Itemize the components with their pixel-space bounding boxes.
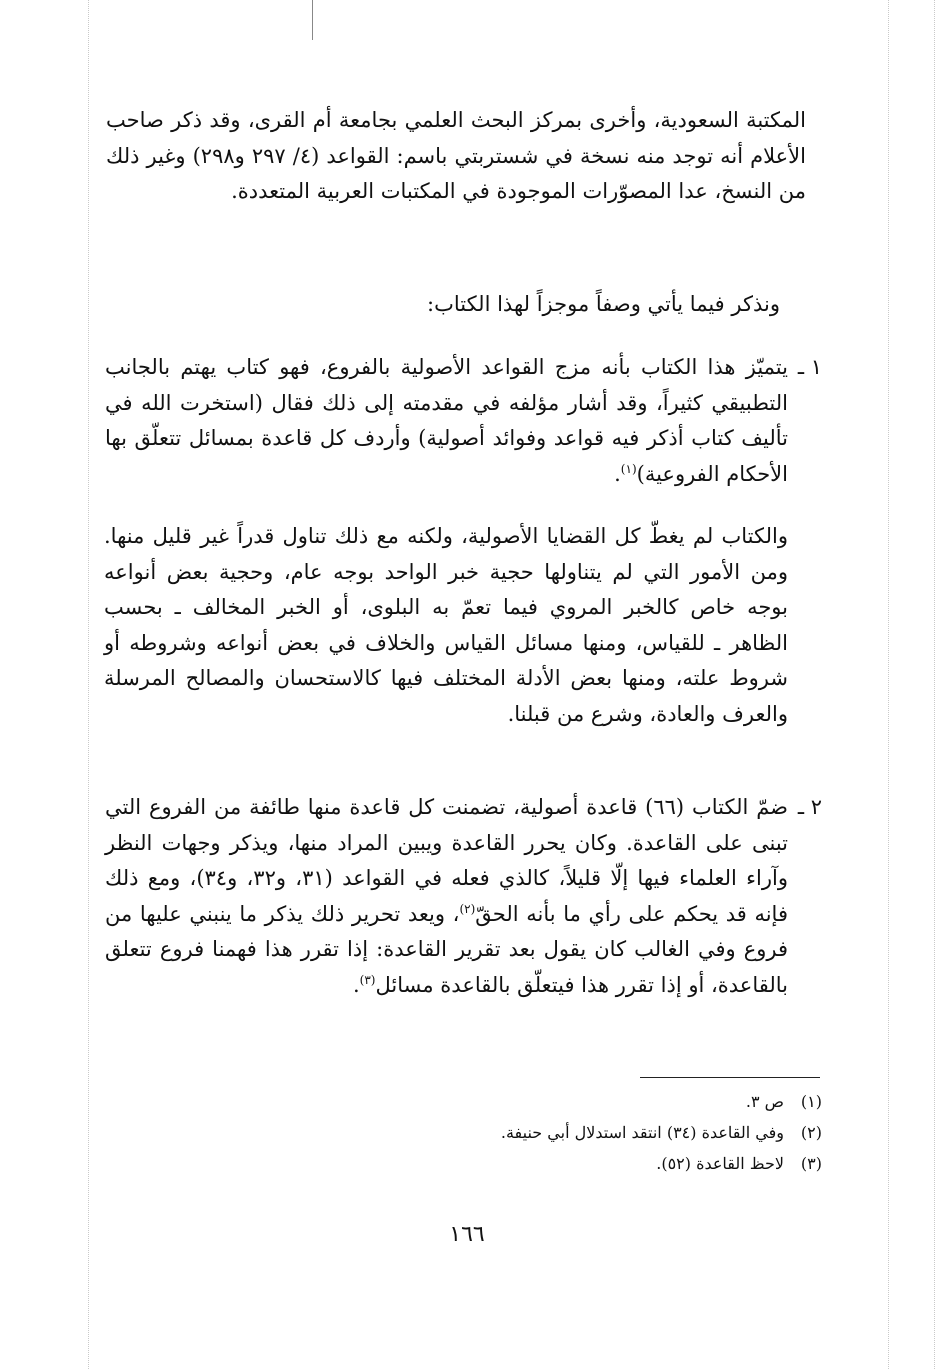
list-item-2 bbox=[105, 790, 822, 1003]
footnote-number: (١) bbox=[800, 1092, 822, 1111]
footnote-number: (٣) bbox=[800, 1154, 822, 1173]
footnotes bbox=[122, 1086, 822, 1179]
footnote-text: وفي القاعدة (٣٤) انتقد استدلال أبي حنيفة. bbox=[500, 1123, 784, 1142]
list-item-number: ٢ ـ bbox=[797, 795, 822, 819]
continuation-text: والكتاب لم يغطّ كل القضايا الأصولية، ولكنه مع ذلك تناول قدراً غير قليل منها. ومن الأمور التي لم يتناولها حجية خبر الواحد بوجه عام، وحجية بعض أنواعه بوجه خاص كالخبر المروي فيما تعمّ به البلوى، أو الخبر المخالف ـ بحسب الظاهر ـ للقياس، ومنها مسائل القياس والخلاف في بعض أنواعه وشروطه أو شروط علته، ومنها بعض الأدلة المختلف فيها كالاستحسان والمصالح المرسلة والعرف والعادة، وشرع من قبلنا. bbox=[104, 524, 788, 726]
footnote-separator bbox=[640, 1077, 820, 1078]
footnote-ref: (١) bbox=[620, 461, 637, 476]
footnote-text: ص ٣. bbox=[745, 1092, 784, 1111]
lead-paragraph bbox=[180, 287, 780, 323]
sentence-end: . bbox=[352, 972, 360, 997]
lead-text: ونذكر فيما يأتي وصفاً موجزاً لهذا الكتاب: bbox=[427, 292, 780, 316]
intro-text: المكتبة السعودية، وأخرى بمركز البحث العلمي بجامعة أم القرى، وقد ذكر صاحب الأعلام أنه توجد منه نسخة في شستربتي باسم: القواعد (٤/ ٢٩٧ و٢٩٨) وغير ذلك من النسخ، عدا المصوّرات الموجودة في المكتبات العربية المتعددة. bbox=[106, 108, 806, 203]
scan-guide-line bbox=[888, 0, 889, 1369]
scan-guide-line bbox=[88, 0, 89, 1369]
footnote-text: لاحظ القاعدة (٥٢). bbox=[656, 1154, 784, 1173]
list-item-body bbox=[105, 790, 788, 1003]
footnote bbox=[122, 1148, 822, 1179]
list-item-text: يتميّز هذا الكتاب بأنه مزج القواعد الأصولية بالفروع، فهو كتاب يهتم بالجانب التطبيقي كثيراً، وقد أشار مؤلفه في مقدمته إلى ذلك فقال (استخرت الله في تأليف كتاب أذكر فيه قواعد وفوائد أصولية) وأردف كل قاعدة بمسائل تتعلّق بها الأحكام الفروعية) bbox=[105, 355, 788, 486]
footnote-number: (٢) bbox=[800, 1123, 822, 1142]
list-item-1 bbox=[105, 350, 822, 492]
list-item-body bbox=[105, 350, 788, 492]
list-item-number: ١ ـ bbox=[797, 355, 822, 379]
footnote-ref: (٢) bbox=[459, 901, 476, 916]
sentence-end: . bbox=[614, 461, 621, 486]
footnote bbox=[122, 1086, 822, 1117]
footnote-ref: (٣) bbox=[359, 972, 376, 987]
scan-top-mark bbox=[312, 0, 313, 40]
intro-paragraph bbox=[106, 103, 806, 210]
list-item-text: ، ويعد تحرير ذلك يذكر ما ينبني عليها من فروع وفي الغالب كان يقول بعد تقرير القاعدة: إذا تقرر هذا فهمنا فروع تتعلق بالقاعدة، أو إذا تقرر هذا فيتعلّق بالقاعدة مسائل bbox=[105, 901, 788, 997]
footnote bbox=[122, 1117, 822, 1148]
page-number bbox=[0, 1222, 946, 1247]
list-item-1-continuation bbox=[104, 519, 788, 732]
scan-guide-line bbox=[934, 0, 935, 1369]
list-item-text: ضمّ الكتاب (٦٦) قاعدة أصولية، تضمنت كل قاعدة منها طائفة من الفروع التي تبنى على القاعدة. وكان يحرر القاعدة ويبين المراد منها، ويذكر وجهات النظر وآراء العلماء فيها إلّا قليلاً، كالذي فعله في القواعد (٣١، و٣٢، و٣٤)، ومع ذلك فإنه قد يحكم على رأي ما بأنه الحقّ bbox=[105, 795, 789, 926]
page-number-text: ١٦٦ bbox=[449, 1222, 485, 1247]
